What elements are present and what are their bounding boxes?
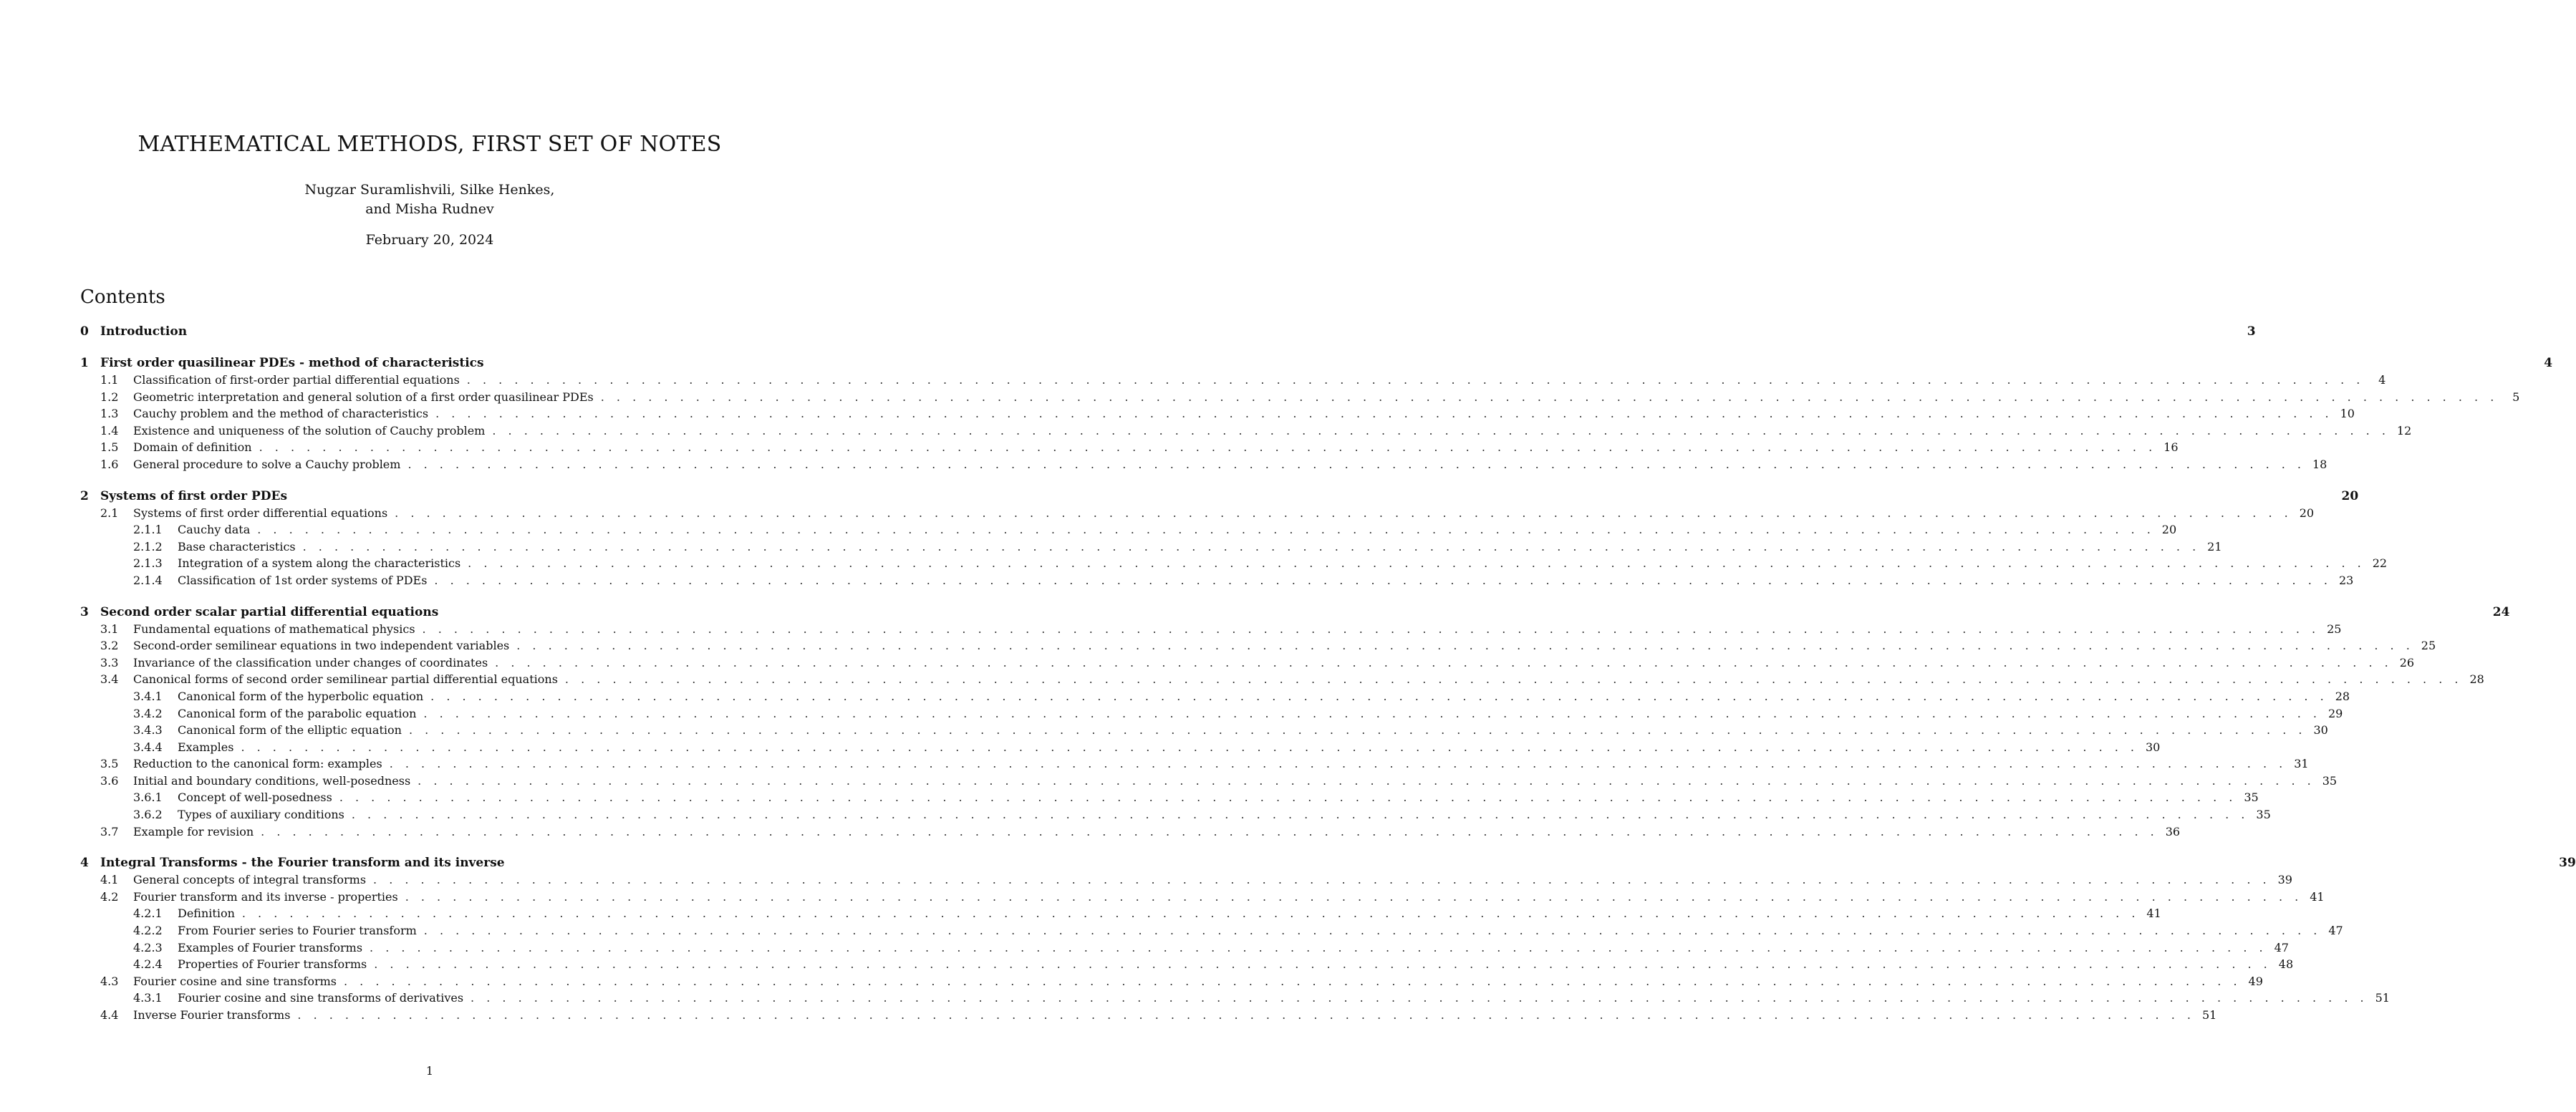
toc-entry[interactable]: [80, 440, 2179, 458]
toc-entry[interactable]: [80, 924, 2343, 941]
authors-line-1: Nugzar Suramlishvili, Silke Henkes,: [304, 182, 555, 198]
toc-entry-page: 39: [2277, 873, 2292, 887]
toc-entry-page: 35: [2322, 773, 2338, 788]
toc-entry-page: 20: [2341, 488, 2359, 503]
toc-entry-number: 4.2.2: [133, 924, 163, 938]
toc-dot-leader: . . . . . . . . . . . . . . . . . . . . . . . . . . . . . . . . . . . . . . . . . . . . . . . . . . . . . . . . . . . . . . . . . . . . . . . . . . . . . . . . . . . . . . . . . . . . . . . . . . . . . . . . . . . . . . . . . . . . . . . .: [261, 824, 2158, 838]
toc-dot-leader: . . . . . . . . . . . . . . . . . . . . . . . . . . . . . . . . . . . . . . . . . . . . . . . . . . . . . . . . . . . . . . . . . . . . . . . . . . . . . . . . . . . . . . . . . . . . . . . . . . . . . . . . . . . . . . . . . . . . . . . .: [435, 407, 2333, 421]
toc-entry-page: 35: [2256, 808, 2271, 822]
authors: [0, 180, 859, 219]
toc-entry-title: Systems of first order differential equations: [133, 506, 388, 520]
toc-dot-leader: . . . . . . . . . . . . . . . . . . . . . . . . . . . . . . . . . . . . . . . . . . . . . . . . . . . . . . . . . . . . . . . . . . . . . . . . . . . . . . . . . . . . . . . . . . . . . . . . . . . . . . . . . . . . . . . . . . . . . . . .: [423, 924, 2322, 938]
toc-entry-number: 3.4.2: [133, 706, 163, 720]
toc-entry-number: 3.1: [100, 622, 119, 636]
toc-entry-page: 23: [2338, 573, 2354, 587]
toc-entry-number: 2.1: [100, 506, 119, 520]
document-title: MATHEMATICAL METHODS, FIRST SET OF NOTES: [138, 132, 722, 157]
toc-entry-number: 3.2: [100, 639, 119, 653]
toc-section: [80, 356, 2553, 475]
toc-dot-leader: . . . . . . . . . . . . . . . . . . . . . . . . . . . . . . . . . . . . . . . . . . . . . . . . . . . . . . . . . . . . . . . . . . . . . . . . . . . . . . . . . . . . . . . . . . . . . . . . . . . . . . . . . . . . . . . . . . . . . . . .: [344, 974, 2242, 988]
toc-entry-title: Integration of a system along the characteristics: [178, 556, 461, 571]
toc-entry[interactable]: [80, 889, 2325, 907]
contents-heading: Contents: [80, 286, 165, 308]
toc-entry[interactable]: [80, 791, 2259, 808]
toc-entry-page: 25: [2327, 622, 2342, 636]
toc-dot-leader: . . . . . . . . . . . . . . . . . . . . . . . . . . . . . . . . . . . . . . . . . . . . . . . . . . . . . . . . . . . . . . . . . . . . . . . . . . . . . . . . . . . . . . . . . . . . . . . . . . . . . . . . . . . . . . . . . . . . . . . .: [302, 539, 2201, 553]
toc-entry[interactable]: [80, 974, 2263, 992]
toc-chapter-entry[interactable]: [80, 604, 2510, 622]
toc-dot-leader: . . . . . . . . . . . . . . . . . . . . . . . . . . . . . . . . . . . . . . . . . . . . . . . . . . . . . . . . . . . . . . . . . . . . . . . . . . . . . . . . . . . . . . . . . . . . . . . . . . . . . . . . . . . . . . . . . . . . . . . .: [434, 573, 2332, 587]
toc-entry[interactable]: [80, 824, 2181, 842]
toc-entry-number: 2.1.1: [133, 523, 163, 537]
toc-entry-number: 4.2.1: [133, 906, 163, 921]
toc-dot-leader: . . . . . . . . . . . . . . . . . . . . . . . . . . . . . . . . . . . . . . . . . . . . . . . . . . . . . . . . . . . . . . . . . . . . . . . . . . . . . . . . . . . . . . . . . . . . . . . . . . . . . . . . . . . . . . . . . . . . . . . .: [564, 672, 2463, 687]
toc-entry[interactable]: [80, 808, 2271, 825]
toc-entry-page: 30: [2313, 723, 2328, 738]
toc-entry-number: 2: [80, 488, 89, 503]
toc-dot-leader: . . . . . . . . . . . . . . . . . . . . . . . . . . . . . . . . . . . . . . . . . . . . . . . . . . . . . . . . . . . . . . . . . . . . . . . . . . . . . . . . . . . . . . . . . . . . . . . . . . . . . . . . . . . . . . . . . . . . . . . .: [600, 390, 2499, 404]
toc-entry-page: 51: [2375, 991, 2390, 1005]
toc-entry-page: 4: [2378, 373, 2386, 387]
toc-entry-page: 31: [2294, 757, 2309, 771]
toc-entry-page: 39: [2559, 856, 2576, 871]
toc-entry-number: 3.4.4: [133, 740, 163, 754]
toc-entry-page: 3: [2247, 324, 2256, 339]
toc-entry-title: Fourier cosine and sine transforms of derivatives: [178, 991, 464, 1005]
toc-entry-number: 1: [80, 356, 89, 370]
toc-entry-title: First order quasilinear PDEs - method of characteristics: [100, 356, 484, 370]
toc-dot-leader: . . . . . . . . . . . . . . . . . . . . . . . . . . . . . . . . . . . . . . . . . . . . . . . . . . . . . . . . . . . . . . . . . . . . . . . . . . . . . . . . . . . . . . . . . . . . . . . . . . . . . . . . . . . . . . . . . . . . . . . .: [492, 423, 2390, 437]
toc-entry-title: Canonical form of the elliptic equation: [178, 723, 402, 738]
toc-entry[interactable]: [80, 723, 2328, 740]
toc-entry[interactable]: [80, 506, 2315, 523]
toc-entry-page: 24: [2492, 604, 2510, 619]
toc-entry-page: 49: [2248, 974, 2263, 988]
toc-dot-leader: . . . . . . . . . . . . . . . . . . . . . . . . . . . . . . . . . . . . . . . . . . . . . . . . . . . . . . . . . . . . . . . . . . . . . . . . . . . . . . . . . . . . . . . . . . . . . . . . . . . . . . . . . . . . . . . . . . . . . . . .: [395, 506, 2292, 520]
toc-section: [80, 604, 2510, 842]
toc-entry-number: 1.2: [100, 390, 119, 404]
toc-entry-page: 16: [2163, 440, 2179, 455]
toc-entry[interactable]: [80, 1008, 2217, 1025]
toc-entry-title: Classification of first-order partial differential equations: [133, 373, 460, 387]
toc-entry-page: 25: [2421, 639, 2436, 653]
toc-entry-page: 5: [2512, 390, 2520, 404]
toc-entry-number: 3.3: [100, 655, 119, 669]
toc-entry-title: Integral Transforms - the Fourier transform and its inverse: [100, 856, 505, 871]
toc-section: [80, 488, 2388, 591]
toc-entry[interactable]: [80, 773, 2338, 791]
table-of-contents: [80, 324, 2576, 1040]
toc-dot-leader: . . . . . . . . . . . . . . . . . . . . . . . . . . . . . . . . . . . . . . . . . . . . . . . . . . . . . . . . . . . . . . . . . . . . . . . . . . . . . . . . . . . . . . . . . . . . . . . . . . . . . . . . . . . . . . . . . . . . . . . .: [466, 373, 2365, 387]
toc-entry-page: 51: [2201, 1008, 2217, 1022]
toc-entry-number: 1.6: [100, 457, 119, 471]
toc-entry[interactable]: [80, 556, 2388, 574]
toc-entry-title: General procedure to solve a Cauchy problem: [133, 457, 401, 471]
toc-entry-page: 12: [2396, 423, 2412, 437]
toc-entry-title: Canonical form of the parabolic equation: [178, 706, 417, 720]
toc-entry-number: 4.3.1: [133, 991, 163, 1005]
toc-entry[interactable]: [80, 689, 2350, 707]
toc-entry-page: 41: [2310, 889, 2325, 904]
toc-entry-number: 4: [80, 856, 89, 871]
toc-entry-page: 21: [2207, 539, 2222, 553]
toc-entry[interactable]: [80, 957, 2294, 975]
toc-section: [80, 324, 2256, 342]
toc-entry-title: Canonical form of the hyperbolic equation: [178, 689, 424, 703]
toc-dot-leader: . . . . . . . . . . . . . . . . . . . . . . . . . . . . . . . . . . . . . . . . . . . . . . . . . . . . . . . . . . . . . . . . . . . . . . . . . . . . . . . . . . . . . . . . . . . . . . . . . . . . . . . . . . . . . . . . . . . . . . . .: [495, 655, 2393, 669]
toc-entry[interactable]: [80, 539, 2222, 557]
toc-dot-leader: . . . . . . . . . . . . . . . . . . . . . . . . . . . . . . . . . . . . . . . . . . . . . . . . . . . . . . . . . . . . . . . . . . . . . . . . . . . . . . . . . . . . . . . . . . . . . . . . . . . . . . . . . . . . . . . . . . . . . . . .: [374, 957, 2272, 972]
toc-entry[interactable]: [80, 639, 2436, 656]
toc-entry[interactable]: [80, 390, 2520, 407]
toc-entry-title: Domain of definition: [133, 440, 252, 455]
toc-entry-title: Fundamental equations of mathematical physics: [133, 622, 415, 636]
toc-entry-title: General concepts of integral transforms: [133, 873, 367, 887]
toc-entry-number: 4.4: [100, 1008, 119, 1022]
toc-dot-leader: . . . . . . . . . . . . . . . . . . . . . . . . . . . . . . . . . . . . . . . . . . . . . . . . . . . . . . . . . . . . . . . . . . . . . . . . . . . . . . . . . . . . . . . . . . . . . . . . . . . . . . . . . . . . . . . . . . . . . . . .: [241, 906, 2140, 921]
toc-dot-leader: . . . . . . . . . . . . . . . . . . . . . . . . . . . . . . . . . . . . . . . . . . . . . . . . . . . . . . . . . . . . . . . . . . . . . . . . . . . . . . . . . . . . . . . . . . . . . . . . . . . . . . . . . . . . . . . . . . . . . . . .: [259, 440, 2157, 455]
toc-entry[interactable]: [80, 706, 2343, 724]
toc-entry-number: 4.1: [100, 873, 119, 887]
toc-entry[interactable]: [80, 672, 2484, 690]
toc-entry-number: 1.3: [100, 407, 119, 421]
toc-entry-title: Example for revision: [133, 824, 254, 838]
toc-dot-leader: . . . . . . . . . . . . . . . . . . . . . . . . . . . . . . . . . . . . . . . . . . . . . . . . . . . . . . . . . . . . . . . . . . . . . . . . . . . . . . . . . . . . . . . . . . . . . . . . . . . . . . . . . . . . . . . . . . . . . . . .: [422, 622, 2320, 636]
toc-entry-title: Examples of Fourier transforms: [178, 940, 363, 954]
toc-entry-page: 26: [2399, 655, 2415, 669]
toc-entry[interactable]: [80, 523, 2177, 540]
toc-entry-title: Fourier transform and its inverse - properties: [133, 889, 398, 904]
toc-entry[interactable]: [80, 740, 2161, 758]
toc-entry-page: 4: [2544, 356, 2553, 370]
toc-entry[interactable]: [80, 940, 2289, 958]
toc-entry-number: 1.4: [100, 423, 119, 437]
toc-dot-leader: . . . . . . . . . . . . . . . . . . . . . . . . . . . . . . . . . . . . . . . . . . . . . . . . . . . . . . . . . . . . . . . . . . . . . . . . . . . . . . . . . . . . . . . . . . . . . . . . . . . . . . . . . . . . . . . . . . . . . . . .: [430, 689, 2328, 703]
toc-entry-title: Base characteristics: [178, 539, 296, 553]
toc-entry[interactable]: [80, 991, 2390, 1008]
toc-entry-page: 22: [2372, 556, 2388, 571]
toc-entry-number: 3.6.1: [133, 791, 163, 805]
toc-entry-title: Fourier cosine and sine transforms: [133, 974, 337, 988]
toc-entry-number: 3.6: [100, 773, 119, 788]
toc-entry-number: 3.4: [100, 672, 119, 687]
toc-entry-title: Definition: [178, 906, 235, 921]
toc-entry-page: 36: [2165, 824, 2181, 838]
toc-entry-title: Introduction: [100, 324, 188, 339]
toc-entry-number: 0: [80, 324, 89, 339]
authors-line-2: and Misha Rudnev: [365, 201, 494, 217]
toc-entry-number: 4.2.4: [133, 957, 163, 972]
toc-dot-leader: . . . . . . . . . . . . . . . . . . . . . . . . . . . . . . . . . . . . . . . . . . . . . . . . . . . . . . . . . . . . . . . . . . . . . . . . . . . . . . . . . . . . . . . . . . . . . . . . . . . . . . . . . . . . . . . . . . . . . . . .: [407, 457, 2305, 471]
toc-entry-number: 3.5: [100, 757, 119, 771]
toc-entry-number: 3.4.1: [133, 689, 163, 703]
toc-entry-page: 10: [2340, 407, 2355, 421]
toc-entry-title: Properties of Fourier transforms: [178, 957, 367, 972]
toc-entry-number: 2.1.3: [133, 556, 163, 571]
toc-dot-leader: . . . . . . . . . . . . . . . . . . . . . . . . . . . . . . . . . . . . . . . . . . . . . . . . . . . . . . . . . . . . . . . . . . . . . . . . . . . . . . . . . . . . . . . . . . . . . . . . . . . . . . . . . . . . . . . . . . . . . . . .: [351, 808, 2249, 822]
toc-entry-page: 47: [2328, 924, 2343, 938]
toc-entry-page: 30: [2146, 740, 2161, 754]
toc-entry[interactable]: [80, 873, 2292, 890]
toc-entry-title: Cauchy problem and the method of characteristics: [133, 407, 429, 421]
toc-entry-page: 28: [2335, 689, 2350, 703]
toc-dot-leader: . . . . . . . . . . . . . . . . . . . . . . . . . . . . . . . . . . . . . . . . . . . . . . . . . . . . . . . . . . . . . . . . . . . . . . . . . . . . . . . . . . . . . . . . . . . . . . . . . . . . . . . . . . . . . . . . . . . . . . . .: [418, 773, 2315, 788]
toc-entry-number: 4.2: [100, 889, 119, 904]
toc-dot-leader: . . . . . . . . . . . . . . . . . . . . . . . . . . . . . . . . . . . . . . . . . . . . . . . . . . . . . . . . . . . . . . . . . . . . . . . . . . . . . . . . . . . . . . . . . . . . . . . . . . . . . . . . . . . . . . . . . . . . . . . .: [471, 991, 2368, 1005]
toc-entry-number: 1.5: [100, 440, 119, 455]
toc-dot-leader: . . . . . . . . . . . . . . . . . . . . . . . . . . . . . . . . . . . . . . . . . . . . . . . . . . . . . . . . . . . . . . . . . . . . . . . . . . . . . . . . . . . . . . . . . . . . . . . . . . . . . . . . . . . . . . . . . . . . . . . .: [373, 873, 2271, 887]
toc-chapter-entry[interactable]: [80, 856, 2576, 873]
toc-section: [80, 856, 2576, 1025]
toc-entry[interactable]: [80, 655, 2415, 673]
toc-entry-number: 2.1.2: [133, 539, 163, 553]
toc-entry[interactable]: [80, 457, 2327, 475]
toc-entry-title: Systems of first order PDEs: [100, 488, 288, 503]
toc-dot-leader: . . . . . . . . . . . . . . . . . . . . . . . . . . . . . . . . . . . . . . . . . . . . . . . . . . . . . . . . . . . . . . . . . . . . . . . . . . . . . . . . . . . . . . . . . . . . . . . . . . . . . . . . . . . . . . . . . . . . . . . .: [370, 940, 2267, 954]
toc-entry-page: 41: [2146, 906, 2161, 921]
toc-entry-title: Canonical forms of second order semilinear partial differential equations: [133, 672, 558, 687]
toc-entry-title: Reduction to the canonical form: examples: [133, 757, 382, 771]
toc-entry[interactable]: [80, 757, 2309, 774]
toc-entry[interactable]: [80, 407, 2355, 424]
toc-dot-leader: . . . . . . . . . . . . . . . . . . . . . . . . . . . . . . . . . . . . . . . . . . . . . . . . . . . . . . . . . . . . . . . . . . . . . . . . . . . . . . . . . . . . . . . . . . . . . . . . . . . . . . . . . . . . . . . . . . . . . . . .: [408, 723, 2307, 738]
toc-dot-leader: . . . . . . . . . . . . . . . . . . . . . . . . . . . . . . . . . . . . . . . . . . . . . . . . . . . . . . . . . . . . . . . . . . . . . . . . . . . . . . . . . . . . . . . . . . . . . . . . . . . . . . . . . . . . . . . . . . . . . . . .: [423, 706, 2321, 720]
toc-entry-page: 48: [2278, 957, 2294, 972]
toc-dot-leader: . . . . . . . . . . . . . . . . . . . . . . . . . . . . . . . . . . . . . . . . . . . . . . . . . . . . . . . . . . . . . . . . . . . . . . . . . . . . . . . . . . . . . . . . . . . . . . . . . . . . . . . . . . . . . . . . . . . . . . . .: [468, 556, 2365, 571]
document-date: February 20, 2024: [365, 232, 494, 248]
toc-entry-title: Invariance of the classification under changes of coordinates: [133, 655, 488, 669]
toc-dot-leader: . . . . . . . . . . . . . . . . . . . . . . . . . . . . . . . . . . . . . . . . . . . . . . . . . . . . . . . . . . . . . . . . . . . . . . . . . . . . . . . . . . . . . . . . . . . . . . . . . . . . . . . . . . . . . . . . . . . . . . . .: [389, 757, 2287, 771]
toc-dot-leader: . . . . . . . . . . . . . . . . . . . . . . . . . . . . . . . . . . . . . . . . . . . . . . . . . . . . . . . . . . . . . . . . . . . . . . . . . . . . . . . . . . . . . . . . . . . . . . . . . . . . . . . . . . . . . . . . . . . . . . . .: [241, 740, 2138, 754]
toc-entry-page: 18: [2312, 457, 2327, 471]
toc-entry-title: Types of auxiliary conditions: [178, 808, 344, 822]
toc-entry-page: 28: [2469, 672, 2484, 687]
toc-entry-page: 47: [2274, 940, 2289, 954]
toc-entry-page: 35: [2244, 791, 2259, 805]
toc-entry-number: 1.1: [100, 373, 119, 387]
toc-entry-number: 4.3: [100, 974, 119, 988]
toc-entry-page: 20: [2299, 506, 2315, 520]
toc-entry-number: 4.2.3: [133, 940, 163, 954]
toc-entry-number: 3.6.2: [133, 808, 163, 822]
page-number: 1: [425, 1064, 434, 1078]
toc-entry-page: 20: [2161, 523, 2177, 537]
toc-entry[interactable]: [80, 423, 2412, 441]
toc-entry-title: Second order scalar partial differential equations: [100, 604, 439, 619]
toc-entry-title: Examples: [178, 740, 234, 754]
toc-entry[interactable]: [80, 622, 2342, 639]
toc-entry[interactable]: [80, 573, 2354, 591]
toc-chapter-entry[interactable]: [80, 488, 2359, 506]
toc-entry-title: Initial and boundary conditions, well-posedness: [133, 773, 411, 788]
toc-entry-page: 29: [2327, 706, 2343, 720]
toc-dot-leader: . . . . . . . . . . . . . . . . . . . . . . . . . . . . . . . . . . . . . . . . . . . . . . . . . . . . . . . . . . . . . . . . . . . . . . . . . . . . . . . . . . . . . . . . . . . . . . . . . . . . . . . . . . . . . . . . . . . . . . . .: [257, 523, 2155, 537]
toc-entry-title: Cauchy data: [178, 523, 251, 537]
toc-entry-title: From Fourier series to Fourier transform: [178, 924, 417, 938]
toc-entry-title: Second-order semilinear equations in two independent variables: [133, 639, 510, 653]
toc-entry-title: Geometric interpretation and general solution of a first order quasilinear PDEs: [133, 390, 594, 404]
toc-entry-number: 3: [80, 604, 89, 619]
toc-chapter-entry[interactable]: [80, 356, 2553, 373]
toc-entry-title: Concept of well-posedness: [178, 791, 332, 805]
toc-entry-title: Inverse Fourier transforms: [133, 1008, 291, 1022]
toc-chapter-entry[interactable]: [80, 324, 2256, 342]
toc-entry[interactable]: [80, 906, 2161, 924]
toc-entry-number: 3.4.3: [133, 723, 163, 738]
toc-entry-title: Existence and uniqueness of the solution of Cauchy problem: [133, 423, 486, 437]
toc-entry-title: Classification of 1st order systems of PDEs: [178, 573, 428, 587]
toc-dot-leader: . . . . . . . . . . . . . . . . . . . . . . . . . . . . . . . . . . . . . . . . . . . . . . . . . . . . . . . . . . . . . . . . . . . . . . . . . . . . . . . . . . . . . . . . . . . . . . . . . . . . . . . . . . . . . . . . . . . . . . . .: [297, 1008, 2195, 1022]
toc-entry[interactable]: [80, 373, 2386, 390]
toc-entry-number: 2.1.4: [133, 573, 163, 587]
toc-dot-leader: . . . . . . . . . . . . . . . . . . . . . . . . . . . . . . . . . . . . . . . . . . . . . . . . . . . . . . . . . . . . . . . . . . . . . . . . . . . . . . . . . . . . . . . . . . . . . . . . . . . . . . . . . . . . . . . . . . . . . . . .: [339, 791, 2237, 805]
toc-dot-leader: . . . . . . . . . . . . . . . . . . . . . . . . . . . . . . . . . . . . . . . . . . . . . . . . . . . . . . . . . . . . . . . . . . . . . . . . . . . . . . . . . . . . . . . . . . . . . . . . . . . . . . . . . . . . . . . . . . . . . . . .: [516, 639, 2414, 653]
toc-entry-number: 3.7: [100, 824, 119, 838]
toc-dot-leader: . . . . . . . . . . . . . . . . . . . . . . . . . . . . . . . . . . . . . . . . . . . . . . . . . . . . . . . . . . . . . . . . . . . . . . . . . . . . . . . . . . . . . . . . . . . . . . . . . . . . . . . . . . . . . . . . . . . . . . . .: [405, 889, 2303, 904]
